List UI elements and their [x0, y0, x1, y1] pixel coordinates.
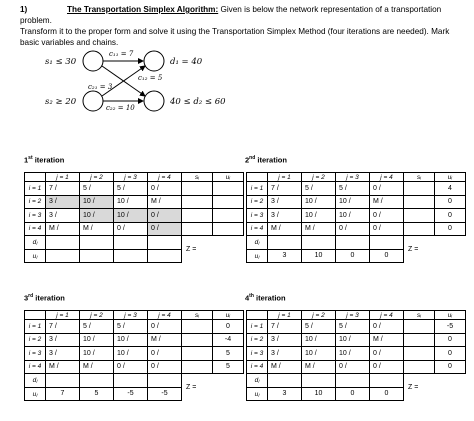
cost-cell: M /: [268, 360, 302, 374]
row-label: i = 4: [25, 222, 46, 236]
demand-1-label: d₁ = 40: [170, 57, 203, 67]
cost-cell: 10 /: [80, 195, 114, 209]
z-label: Z =: [408, 245, 419, 253]
cost-cell: 0 /: [370, 347, 404, 361]
row-label: i = 1: [25, 182, 46, 196]
question-number: 1): [20, 5, 28, 14]
cost-cell: 10 /: [80, 209, 114, 223]
row-label: i = 4: [247, 360, 268, 374]
u-cell: 0: [435, 360, 466, 374]
cost-cell: 10 /: [336, 333, 370, 347]
v-cell: 0: [336, 387, 370, 401]
supply-cell: [182, 182, 213, 196]
cost-cell: 3 /: [46, 347, 80, 361]
u-cell: -5: [435, 320, 466, 334]
cost-cell: 0 /: [370, 222, 404, 236]
corner-cell: [247, 311, 268, 320]
v-cell: 3: [268, 249, 302, 263]
column-header: j = 3: [114, 173, 148, 182]
cost-cell: M /: [302, 360, 336, 374]
iteration-2-table: [246, 172, 466, 263]
v-label: uⱼ: [25, 249, 46, 263]
u-cell: 0: [435, 195, 466, 209]
supply-cell: [404, 182, 435, 196]
cost-cell: 10 /: [114, 209, 148, 223]
cost-cell: 5 /: [80, 182, 114, 196]
cost-cell: 7 /: [268, 320, 302, 334]
row-label: i = 4: [25, 360, 46, 374]
cost-cell: 0 /: [148, 347, 182, 361]
supply-cell: [182, 195, 213, 209]
iteration-1-heading: 1st iteration: [24, 155, 65, 165]
u-cell: 5: [213, 360, 244, 374]
cost-cell: 10 /: [302, 195, 336, 209]
v-cell: 7: [46, 387, 80, 401]
column-header: j = 1: [46, 173, 80, 182]
cost-cell: 3 /: [268, 333, 302, 347]
corner-cell: [25, 173, 46, 182]
supply-1-label: s₁ ≤ 30: [45, 57, 77, 67]
cost-cell: 10 /: [302, 209, 336, 223]
cost-cell: 0 /: [148, 182, 182, 196]
source-node-2: [83, 91, 103, 111]
cost-cell: 0 /: [370, 360, 404, 374]
z-label: Z =: [186, 383, 197, 391]
v-cell: 0: [370, 387, 404, 401]
row-label: i = 2: [25, 333, 46, 347]
z-label: Z =: [186, 245, 197, 253]
v-label: uⱼ: [25, 387, 46, 401]
cost-cell: 3 /: [268, 209, 302, 223]
demand-cell: [80, 374, 114, 388]
demand-label: dⱼ: [25, 236, 46, 250]
supply-cell: [182, 209, 213, 223]
cost-cell: 7 /: [46, 182, 80, 196]
cost-cell: 0 /: [370, 182, 404, 196]
v-label: uⱼ: [247, 249, 268, 263]
demand-cell: [302, 236, 336, 250]
column-header: j = 1: [268, 173, 302, 182]
cost-cell: 10 /: [336, 209, 370, 223]
demand-cell: [148, 236, 182, 250]
cost-cell: M /: [80, 360, 114, 374]
row-label: i = 2: [247, 333, 268, 347]
v-cell: [114, 249, 148, 263]
demand-cell: [148, 374, 182, 388]
iteration-4-table: [246, 310, 466, 401]
u-cell: [213, 209, 244, 223]
row-label: i = 1: [247, 182, 268, 196]
supply-cell: [404, 347, 435, 361]
cost-cell: 10 /: [80, 347, 114, 361]
column-header: j = 4: [370, 311, 404, 320]
demand-cell: [114, 236, 148, 250]
row-label: i = 3: [247, 347, 268, 361]
table-row: [25, 222, 244, 236]
v-cell: -5: [148, 387, 182, 401]
demand-cell: [336, 236, 370, 250]
demand-cell: [268, 374, 302, 388]
iteration-3-table: [24, 310, 244, 401]
table-row: [247, 360, 466, 374]
table-row: [247, 209, 466, 223]
question-title: The Transportation Simplex Algorithm:: [67, 5, 219, 14]
cost-cell: 0 /: [370, 209, 404, 223]
u-cell: [213, 195, 244, 209]
iteration-1-table: [24, 172, 244, 263]
column-header: j = 2: [302, 173, 336, 182]
u-cell: 0: [435, 222, 466, 236]
cost-cell: 10 /: [80, 333, 114, 347]
cost-cell: 0 /: [148, 360, 182, 374]
demand-label: dⱼ: [25, 374, 46, 388]
demand-label: dⱼ: [247, 374, 268, 388]
table-row: [25, 209, 244, 223]
supply-cell: [182, 347, 213, 361]
demand-cell: [46, 374, 80, 388]
u-cell: 5: [213, 347, 244, 361]
column-header: j = 3: [336, 173, 370, 182]
cost-cell: 3 /: [46, 195, 80, 209]
demand-cell: [370, 236, 404, 250]
cost-cell: M /: [370, 195, 404, 209]
cost-cell: M /: [268, 222, 302, 236]
table-row: [25, 195, 244, 209]
dest-node-1: [144, 51, 164, 71]
row-label: i = 2: [247, 195, 268, 209]
cost-cell: 5 /: [302, 182, 336, 196]
v-cell: [80, 249, 114, 263]
demand-cell: [370, 374, 404, 388]
cost-cell: 3 /: [46, 209, 80, 223]
cost-cell: 3 /: [268, 347, 302, 361]
iteration-3-heading: 3rd iteration: [24, 293, 65, 303]
cost-cell: 10 /: [336, 347, 370, 361]
v-cell: [148, 249, 182, 263]
u-cell: 0: [213, 320, 244, 334]
corner-cell: [25, 311, 46, 320]
cost-cell: 0 /: [336, 360, 370, 374]
cost-cell: M /: [46, 360, 80, 374]
column-header: j = 3: [336, 311, 370, 320]
demand-cell: [336, 374, 370, 388]
cost-cell: M /: [80, 222, 114, 236]
v-cell: 5: [80, 387, 114, 401]
table-row: [25, 347, 244, 361]
demand-label: dⱼ: [247, 236, 268, 250]
column-header: sᵢ: [404, 173, 435, 182]
dest-node-2: [144, 91, 164, 111]
iteration-2-heading: 2nd iteration: [245, 155, 287, 165]
supply-cell: [182, 360, 213, 374]
source-node-1: [83, 51, 103, 71]
v-cell: [46, 249, 80, 263]
table-row: [25, 182, 244, 196]
supply-cell: [182, 320, 213, 334]
v-cell: 10: [302, 387, 336, 401]
cost-cell: 10 /: [114, 195, 148, 209]
column-header: j = 3: [114, 311, 148, 320]
cost-cell: 3 /: [46, 333, 80, 347]
cost-cell: 0 /: [148, 320, 182, 334]
iteration-4-heading: 4th iteration: [245, 293, 286, 303]
table-row: [25, 333, 244, 347]
v-cell: 0: [370, 249, 404, 263]
cost-cell: 10 /: [302, 333, 336, 347]
v-cell: 10: [302, 249, 336, 263]
cost-cell: M /: [302, 222, 336, 236]
cost-cell: 7 /: [46, 320, 80, 334]
table-row: [247, 320, 466, 334]
cost-cell: 0 /: [114, 360, 148, 374]
cost-cell: M /: [46, 222, 80, 236]
supply-cell: [404, 209, 435, 223]
column-header: j = 4: [148, 173, 182, 182]
u-cell: [213, 182, 244, 196]
column-header: sᵢ: [182, 173, 213, 182]
cost-cell: 10 /: [336, 195, 370, 209]
supply-2-label: s₂ ≥ 20: [45, 97, 77, 107]
cost-cell: 5 /: [336, 182, 370, 196]
table-row: [25, 320, 244, 334]
u-cell: [213, 222, 244, 236]
cost-cell: 0 /: [114, 222, 148, 236]
cost-cell: 10 /: [302, 347, 336, 361]
v-label: uⱼ: [247, 387, 268, 401]
table-row: [25, 360, 244, 374]
row-label: i = 1: [247, 320, 268, 334]
column-header: j = 2: [302, 311, 336, 320]
row-label: i = 4: [247, 222, 268, 236]
z-label: Z =: [408, 383, 419, 391]
cost-cell: 10 /: [114, 333, 148, 347]
column-header: j = 1: [46, 311, 80, 320]
table-row: [247, 222, 466, 236]
column-header: j = 4: [370, 173, 404, 182]
u-cell: 4: [435, 182, 466, 196]
row-label: i = 1: [25, 320, 46, 334]
v-cell: 0: [336, 249, 370, 263]
cost-cell: 5 /: [336, 320, 370, 334]
u-cell: 0: [435, 333, 466, 347]
cost-cell: M /: [148, 195, 182, 209]
cost-cell: 0 /: [370, 320, 404, 334]
column-header: j = 1: [268, 311, 302, 320]
column-header: j = 4: [148, 311, 182, 320]
supply-cell: [404, 320, 435, 334]
cost-cell: 3 /: [268, 195, 302, 209]
cost-cell: 5 /: [114, 182, 148, 196]
u-cell: -4: [213, 333, 244, 347]
u-cell: 0: [435, 347, 466, 361]
column-header: uᵢ: [213, 173, 244, 182]
table-row: [247, 195, 466, 209]
column-header: j = 2: [80, 173, 114, 182]
cost-22-label: c₂₂ = 10: [106, 104, 135, 112]
demand-2-label: 40 ≤ d₂ ≤ 60: [170, 97, 226, 107]
demand-cell: [302, 374, 336, 388]
v-cell: -5: [114, 387, 148, 401]
supply-cell: [404, 360, 435, 374]
column-header: sᵢ: [404, 311, 435, 320]
column-header: sᵢ: [182, 311, 213, 320]
supply-cell: [182, 333, 213, 347]
column-header: uᵢ: [213, 311, 244, 320]
cost-21-label: c₂₁ = 3: [88, 83, 113, 91]
cost-cell: M /: [370, 333, 404, 347]
column-header: j = 2: [80, 311, 114, 320]
cost-cell: 10 /: [114, 347, 148, 361]
cost-cell: 0 /: [148, 222, 182, 236]
table-row: [247, 347, 466, 361]
cost-cell: 5 /: [302, 320, 336, 334]
demand-cell: [114, 374, 148, 388]
supply-cell: [404, 333, 435, 347]
row-label: i = 2: [25, 195, 46, 209]
cost-cell: 0 /: [148, 209, 182, 223]
demand-cell: [80, 236, 114, 250]
row-label: i = 3: [247, 209, 268, 223]
cost-cell: 7 /: [268, 182, 302, 196]
cost-12-label: c₁₂ = 5: [138, 74, 163, 82]
cost-cell: 5 /: [80, 320, 114, 334]
v-cell: 3: [268, 387, 302, 401]
row-label: i = 3: [25, 347, 46, 361]
demand-cell: [268, 236, 302, 250]
cost-11-label: c₁₁ = 7: [109, 50, 134, 58]
supply-cell: [182, 222, 213, 236]
supply-cell: [404, 222, 435, 236]
demand-cell: [46, 236, 80, 250]
question-line3: basic variables and chains.: [20, 38, 119, 47]
corner-cell: [247, 173, 268, 182]
row-label: i = 3: [25, 209, 46, 223]
network-diagram: [0, 0, 474, 130]
column-header: uᵢ: [435, 173, 466, 182]
question-line1: Given is below the network representation of a transportation problem.: [20, 5, 442, 25]
table-row: [247, 333, 466, 347]
question-line2: Transform it to the proper form and solve it using the Transportation Simplex Method (four iterations are needed). Mark: [20, 27, 450, 36]
u-cell: 0: [435, 209, 466, 223]
table-row: [247, 182, 466, 196]
cost-cell: M /: [148, 333, 182, 347]
cost-cell: 0 /: [336, 222, 370, 236]
supply-cell: [404, 195, 435, 209]
cost-cell: 5 /: [114, 320, 148, 334]
column-header: uᵢ: [435, 311, 466, 320]
